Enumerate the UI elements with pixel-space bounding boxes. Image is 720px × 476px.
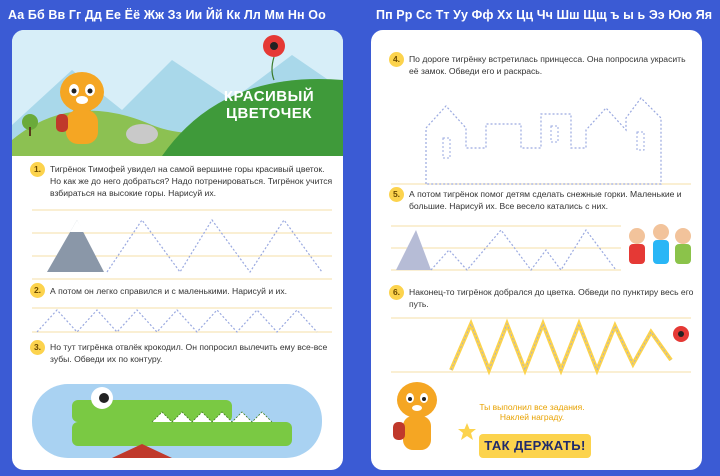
snow-hills-worksheet (371, 216, 702, 286)
title-line-2: ЦВЕТОЧЕК (226, 105, 312, 122)
cheer-text: Ты выполнил все задания. Наклей награду. (479, 402, 585, 422)
star-icon (457, 422, 477, 442)
task-number: 2. (30, 283, 45, 298)
watermark: Avito (610, 432, 665, 457)
task-number: 3. (30, 340, 45, 355)
task-number: 1. (30, 162, 45, 177)
task-number: 4. (389, 52, 404, 67)
task-text: Но тут тигрёнка отвлёк крокодил. Он попросил вылечить ему все-все зубы. Обведи их по контуру. (50, 342, 328, 364)
mountains-worksheet (12, 200, 343, 290)
alphabet-left: Аа Бб Вв Гг Дд Ее Ёё Жж Зз Ии Йй Кк Лл Мм Нн Оо (8, 8, 326, 22)
small-mountains-worksheet (12, 302, 343, 338)
alphabet-right: Пп Рр Сс Тт Уу Фф Хх Цц Чч Шш Щщ ъ ы ь Ээ Юю Яя (376, 8, 713, 22)
tiger-illustration (377, 376, 457, 466)
task-text: Тигрёнок Тимофей увидел на самой вершине горы красивый цветок. Но как же до него добраться? Надо потренироваться. Тигрёнок учится взбираться на высокие горы. Нарисуй их. (50, 164, 333, 198)
children-illustration (629, 224, 691, 264)
reward-badge: ТАК ДЕРЖАТЬ! (479, 434, 591, 458)
page-title (214, 88, 324, 122)
crocodile-illustration (12, 378, 343, 470)
task-text: По дороге тигрёнку встретилась принцесса. Она попросила украсить её замок. Обведи его и раскрась. (409, 54, 686, 76)
left-page (12, 30, 343, 470)
task-text: А потом он легко справился и с маленькими. Нарисуй и их. (50, 286, 288, 296)
right-page (371, 30, 702, 470)
task-text: А потом тигрёнок помог детям сделать снежные горки. Маленькие и большие. Нарисуй их. Все весело катались с них. (409, 189, 682, 211)
task-number: 5. (389, 187, 404, 202)
title-line-1: КРАСИВЫЙ (223, 88, 315, 105)
task-text: Наконец-то тигрёнок добрался до цветка. Обведи по пунктиру весь его путь. (409, 287, 694, 309)
task-number: 6. (389, 285, 404, 300)
castle-worksheet (371, 88, 702, 188)
